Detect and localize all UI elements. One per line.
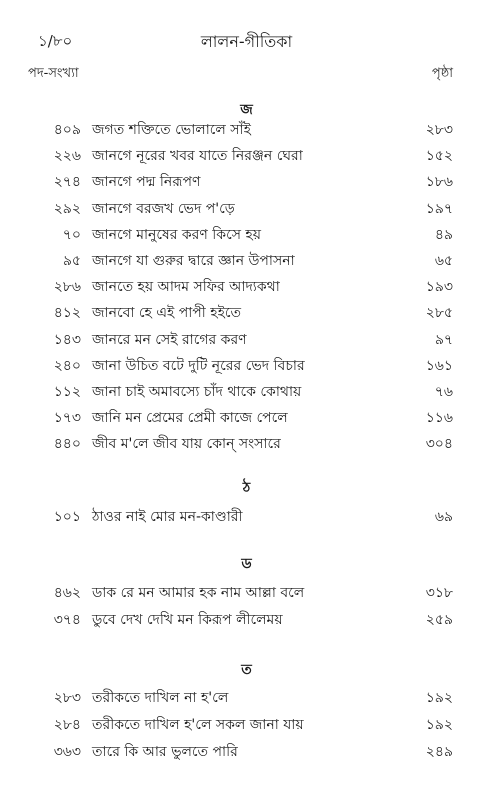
verse-number: ৪০৯: [53, 122, 81, 138]
index-row: [0, 328, 493, 354]
first-line-text: জানগে বরজখ ভেদ প'ড়ে: [92, 200, 235, 217]
page-reference: ৬৫: [434, 253, 453, 269]
index-row: [0, 275, 493, 301]
index-row: [0, 406, 493, 432]
page-reference: ২৫৯: [425, 612, 453, 628]
page-reference: ১৯২: [425, 690, 453, 706]
section-letter: জ: [240, 102, 253, 118]
page-reference: ২৮৫: [425, 305, 453, 322]
verse-number: ৯৫: [62, 253, 81, 269]
page-number: ১/৮০: [38, 32, 73, 50]
verse-number: ৩৭৪: [53, 612, 81, 628]
page-reference: ১৬১: [425, 357, 453, 374]
page-reference: ৭৬: [434, 384, 453, 400]
verse-number: ৭০: [62, 226, 81, 243]
section-letter: ঠ: [242, 480, 251, 496]
first-line-text: জানগে যা গুরুর দ্বারে জ্ঞান উপাসনা: [92, 253, 295, 269]
page-reference: ১৯৩: [425, 279, 453, 296]
column-header-verse-number: পদ-সংখ্যা: [28, 66, 79, 81]
page-reference: ৬৯: [434, 509, 453, 525]
page-reference: ২৮৩: [425, 122, 453, 138]
index-row: [0, 354, 493, 380]
index-row: [0, 608, 493, 634]
first-line-text: ঠাওর নাই মোর মন-কাণ্ডারী: [92, 509, 243, 525]
running-title: লালন-গীতিকা: [200, 32, 293, 51]
verse-number: ২৭৪: [53, 174, 81, 191]
page-reference: ১৮৬: [425, 174, 453, 191]
first-line-text: জীব ম'লে জীব যায় কোন্ সংসারে: [92, 436, 281, 453]
verse-number: ২২৬: [53, 148, 81, 165]
first-line-text: জানগে নূরের খবর যাতে নিরঞ্জন ঘেরা: [92, 148, 303, 165]
verse-number: ১১২: [53, 384, 81, 400]
verse-number: ২৪০: [53, 357, 81, 374]
index-row: [0, 505, 493, 531]
page-reference: ৩১৮: [425, 585, 453, 601]
verse-number: ৪৬২: [53, 585, 81, 601]
first-line-text: জানবো হে এই পাপী হইতে: [92, 305, 242, 322]
first-line-text: ডাক রে মন আমার হক নাম আল্লা বলে: [92, 585, 305, 601]
first-line-text: জানগে পদ্ম নিরূপণ: [92, 174, 201, 191]
page-reference: ৪৯: [434, 226, 453, 243]
page-reference: ১৯২: [425, 717, 453, 733]
verse-number: ২৮৪: [53, 717, 81, 733]
verse-number: ১৪৩: [53, 331, 81, 348]
verse-number: ১৭৩: [53, 410, 81, 427]
index-row: [0, 740, 493, 766]
page-reference: ৯৭: [434, 331, 453, 348]
verse-number: ১০১: [53, 509, 81, 525]
first-line-text: তরীকতে দাখিল হ'লে সকল জানা যায়: [92, 717, 304, 733]
page-reference: ১৫২: [425, 148, 453, 165]
first-line-text: ডুবে দেখ দেখি মন কিরূপ লীলেময়: [92, 612, 283, 628]
verse-number: ৩৬৩: [53, 744, 81, 760]
first-line-text: জানগে মানুষের করণ কিসে হয়: [92, 226, 262, 243]
page-reference: ২৪৯: [425, 744, 453, 760]
verse-number: ৪১২: [53, 305, 81, 322]
page-reference: ৩০৪: [425, 436, 453, 453]
first-line-text: জানি মন প্রেমের প্রেমী কাজে পেলে: [92, 410, 288, 427]
index-row: [0, 249, 493, 275]
first-line-text: জানতে হয় আদম সফির আদ্যকথা: [92, 279, 280, 296]
index-row: [0, 144, 493, 170]
verse-number: ২৮৩: [53, 690, 81, 706]
index-row: [0, 223, 493, 249]
verse-number: ২৮৬: [53, 279, 81, 296]
verse-number: ২৯২: [53, 200, 81, 217]
section-letter: ড: [241, 556, 252, 572]
column-header-page: পৃষ্ঠা: [431, 66, 453, 81]
index-row: [0, 686, 493, 712]
verse-number: ৪৪০: [53, 436, 81, 453]
index-row: [0, 432, 493, 458]
index-row: [0, 301, 493, 327]
first-line-text: জানরে মন সেই রাগের করণ: [92, 331, 247, 348]
index-row: [0, 197, 493, 223]
page-reference: ১৯৭: [425, 200, 453, 217]
index-row: [0, 170, 493, 196]
index-row: [0, 581, 493, 607]
first-line-text: তরীকতে দাখিল না হ'লে: [92, 690, 229, 706]
index-row: [0, 713, 493, 739]
index-row: [0, 380, 493, 406]
page-reference: ১১৬: [425, 410, 453, 427]
first-line-text: জানা উচিত বটে দুটি নূরের ভেদ বিচার: [92, 357, 305, 374]
section-letter: ত: [241, 662, 252, 678]
first-line-text: জানা চাই অমাবস্যে চাঁদ থাকে কোথায়: [92, 384, 302, 400]
first-line-text: জগত শক্তিতে ভোলালে সাঁই: [92, 122, 251, 138]
first-line-text: তারে কি আর ভুলতে পারি: [92, 744, 238, 760]
index-row: [0, 118, 493, 144]
